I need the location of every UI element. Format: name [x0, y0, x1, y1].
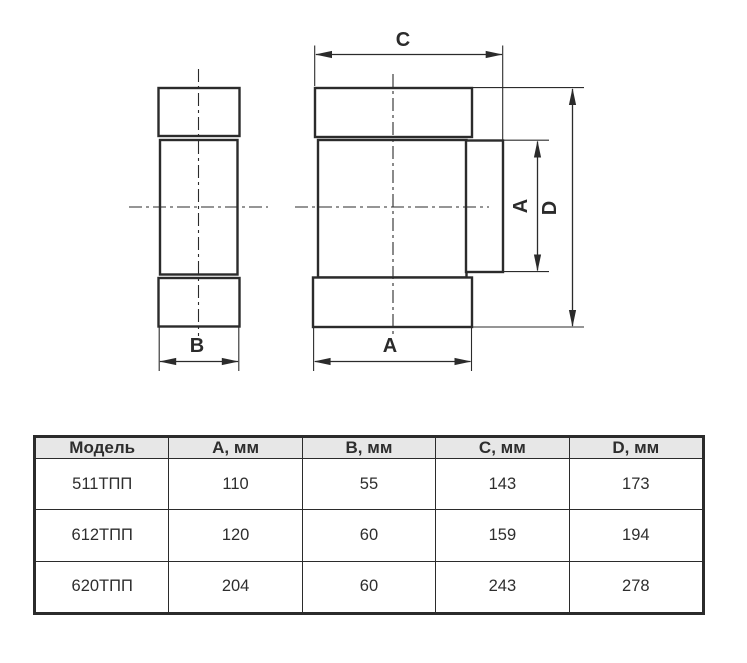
col-header-a: A, мм [169, 438, 302, 459]
col-header-model: Модель [36, 438, 169, 459]
cell-c: 243 [436, 561, 569, 612]
front-view-branch [466, 141, 503, 273]
cell-d: 278 [569, 561, 702, 612]
table-row [36, 561, 703, 612]
cell-d: 194 [569, 510, 702, 561]
table-row [36, 510, 703, 561]
cell-model: 620ТПП [36, 561, 169, 612]
col-header-b: B, мм [302, 438, 435, 459]
dimensions-table [33, 435, 705, 615]
col-header-c: C, мм [436, 438, 569, 459]
dim-label-d-side: D [539, 200, 561, 216]
dim-label-a-bottom: A [382, 335, 398, 357]
cell-a: 110 [169, 459, 302, 510]
arrow-a-bottom-left [314, 358, 331, 365]
dim-label-c: C [395, 29, 411, 51]
cell-d: 173 [569, 459, 702, 510]
table-header-row [36, 438, 703, 459]
cell-b: 60 [302, 510, 435, 561]
cell-c: 143 [436, 459, 569, 510]
arrow-a-side-top [534, 141, 541, 158]
dim-label-a-side: A [510, 198, 532, 214]
cell-b: 60 [302, 561, 435, 612]
arrow-d-side-bottom [569, 310, 576, 327]
col-header-d: D, мм [569, 438, 702, 459]
cell-model: 511ТПП [36, 459, 169, 510]
arrow-b-right [222, 358, 239, 365]
arrow-c-right [486, 51, 503, 58]
front-view-body [318, 140, 467, 278]
arrow-c-left [315, 51, 332, 58]
arrow-b-left [159, 358, 176, 365]
arrow-a-bottom-right [455, 358, 472, 365]
table-row [36, 459, 703, 510]
dim-label-b: B [189, 335, 205, 357]
cell-model: 612ТПП [36, 510, 169, 561]
arrow-d-side-top [569, 88, 576, 105]
cell-b: 55 [302, 459, 435, 510]
cell-a: 120 [169, 510, 302, 561]
cell-a: 204 [169, 561, 302, 612]
cell-c: 159 [436, 510, 569, 561]
arrow-a-side-bottom [534, 255, 541, 272]
